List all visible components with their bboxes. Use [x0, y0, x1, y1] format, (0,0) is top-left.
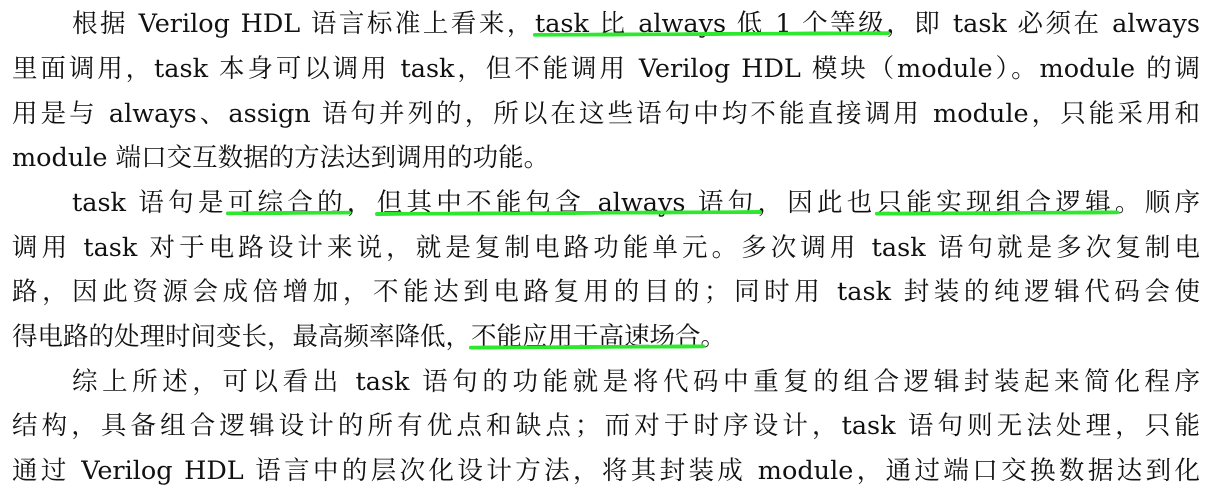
highlight-combinational-only: 只能实现组合逻辑 — [876, 188, 1115, 218]
p2-l1-text-mid-2: ，因此也 — [757, 188, 877, 218]
highlight-synthesizable: 可综合的 — [227, 188, 347, 218]
p2-l1-text-before: task 语句是 — [72, 188, 228, 218]
paragraph-1-line-4: module 端口交互数据的方法达到调用的功能。 — [12, 143, 550, 173]
paragraph-3-line-2: 结构，具备组合逻辑设计的所有优点和缺点；而对于时序设计，task 语句则无法处理，只能 — [12, 411, 1200, 441]
paragraph-2-line-3: 路，因此资源会成倍增加，不能达到电路复用的目的；同时用 task 封装的纯逻辑代码会使 — [12, 277, 1200, 307]
paragraph-3-line-1: 综上所述，可以看出 task 语句的功能就是将代码中重复的组合逻辑封装起来简化程序 — [72, 367, 1200, 397]
p2-l1-text-mid-1: ， — [346, 188, 377, 218]
paragraph-2-line-4 — [12, 315, 1200, 359]
paragraph-2-line-2: 调用 task 对于电路设计来说，就是复制电路功能单元。多次调用 task 语句就是多次复制电 — [12, 233, 1200, 263]
paragraph-1-line-3: 用是与 always、assign 语句并列的，所以在这些语句中均不能直接调用 module，只能采用和 — [12, 99, 1200, 129]
p1-l1-text-after: ，即 task 必须在 always — [886, 9, 1201, 39]
highlight-no-always-inside: 但其中不能包含 always 语句 — [376, 188, 758, 218]
paragraph-1-line-2: 里面调用，task 本身可以调用 task，但不能调用 Verilog HDL 模块（module）。module 的调 — [12, 54, 1200, 84]
highlight-task-lower-than-always: task 比 always 低 1 个等级 — [534, 9, 887, 39]
paragraph-1-line-1 — [72, 2, 1200, 46]
p1-l1-text-before: 根据 Verilog HDL 语言标准上看来， — [72, 9, 535, 39]
paragraph-3-line-3: 通过 Verilog HDL 语言中的层次化设计方法，将其封装成 module，通过端口交换数据达到化 — [12, 456, 1200, 486]
paragraph-2-line-1 — [72, 181, 1200, 225]
highlight-not-for-high-speed: 不能应用于高速场合 — [471, 322, 701, 352]
p2-l4-text-after: 。 — [700, 322, 727, 352]
p2-l1-text-after: 。顺序 — [1114, 188, 1200, 218]
p2-l4-text-before: 得电路的处理时间变长，最高频率降低， — [12, 322, 472, 352]
